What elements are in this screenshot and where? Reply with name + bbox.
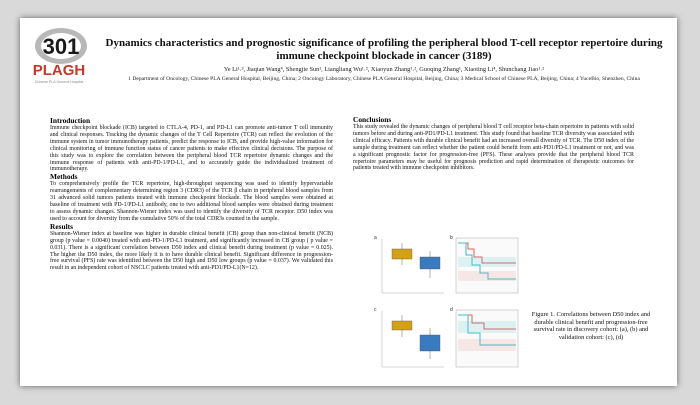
poster-title: Dynamics characteristics and prognostic significance of profiling the peripheral blood T-cell receptor repertoire during immune checkpoint blockade in cancer (3189) xyxy=(105,37,663,62)
panel-a-boxplot xyxy=(374,235,444,293)
panel-b-label: b xyxy=(450,235,453,241)
methods-text: To comprehensively profile the TCR repertoire, high-throughput sequencing was used to identify hypervariable rearrangements of complementary determining region 3 (CDR3) of the TCR β chain in peripheral blood samples from 31 advanced solid tumors patients treated with immune checkpoint blockade. The blood samples were obtained at baseline of treatment with PD-1/PD-L1 antibody, one to two additional blood samples were obtained during treatment to assess dynamic changes. Shannon-Wiener index was used to identify the diversity of TCR receptor. D50 index was used to account for diversity from the cumulative 50% of the total CDR3s counted in the sample. xyxy=(50,181,333,222)
box-cb-c xyxy=(392,321,412,330)
panel-c-label: c xyxy=(374,307,377,313)
panel-d-survival xyxy=(450,307,518,367)
logo-name: PLAGH xyxy=(32,62,86,79)
logo-subtitle: Chinese PLA General Hospital xyxy=(34,80,84,84)
panel-c-boxplot xyxy=(374,307,444,367)
methods-heading: Methods xyxy=(50,172,78,182)
introduction-heading: Introduction xyxy=(50,116,91,125)
poster xyxy=(20,18,677,386)
affiliations: 1 Department of Oncology, Chinese PLA General Hospital, Beijing, China; 2 Oncology Laboratory, Chinese PLA General Hospital, Beijing, China; 3 Medical School of Chinese PLA, Beijing, China; 4 YuceBio, Shenzhen, China xyxy=(128,76,640,82)
logo-number: 301 xyxy=(42,34,80,59)
conclusions-heading: Conclusions xyxy=(353,115,392,124)
right-column xyxy=(353,116,634,172)
conclusions-text: This study revealed the dynamic changes of peripheral blood T cell receptor beta-chain repertoire in patients with solid tumors before and during anti-PD1/PD-L1 treatment. This study found that baseline TCR diversity was associated with clinical efficacy. Patients with durable clinical benefit had an increased overall diversity of TCR. The D50 index of the sample during treatment can reflect whether the patient could benefit from anti-PD1/PD-L1 treatment or not, and was a significant prognostic factor for progression-free (PFS). These analyses provide that the peripheral blood TCR repertoire parameters may be useful for prognosis prediction and rapid determination of therapeutic outcomes for patients treated with immune checkpoint inhibitors. xyxy=(353,124,634,172)
panel-d-label: d xyxy=(450,307,453,313)
figure-caption: Figure 1. Correlations between D50 index and durable clinical benefit and progression-free survival rate in discovery cohort: (a), (b) and validation cohort: (c), (d) xyxy=(531,311,651,341)
results-text: Shannon-Wiener index at baseline was higher in durable clinical benefit (CB) group than non-clinical benefit (NCB) group (p value = 0.0040) treated with anti-PD-1/PD-L1 treatment, and significantly increased in CB group ( p value = 0.031). There is a significant correlation between D50 index and clinical benefit during treatment (p value = 0.025). The higher the D50 index, the more likely it is to have durable clinical benefit. Significant difference in progression-free survival (PFS) rate was identified between the D50 high and D50 low groups (p value = 0.037). We validated this result in an independent cohort of NSCLC patients treated with anti-PD1/PD-L1(N=12). xyxy=(50,230,333,272)
author-list: Ye Li¹˒³, Jiaqian Wang⁴, Shengjie Sun¹, Liangliang Wu¹˒², Xiaoyun Zhang¹˒², Guoqing Zhang¹, Xiaoting Li⁴, Shunchang Jiao¹˒² xyxy=(223,66,545,73)
panel-b-survival xyxy=(450,235,518,293)
box-ncb-a xyxy=(420,257,440,269)
box-cb-a xyxy=(392,249,412,259)
figure-panels xyxy=(372,233,522,373)
panel-a-label: a xyxy=(374,235,377,241)
box-ncb-c xyxy=(420,335,440,351)
results-heading: Results xyxy=(50,221,73,231)
logo-mark-icon xyxy=(35,28,87,64)
introduction-text: Immune checkpoint blockade (ICB) targeted to CTLA-4, PD-1, and PD-L1 can promote anti-tumor T cell immunity and clinical responses. Tracking the dynamic changes of the T Cell Repertoire (TCR) can reflect the evolution of the immune system in tumor immunotherapy patients, predict the response to ICB, and provide high-value information for clinical monitoring of immune function status of cancer patients to make effective clinical decisions. The purpose of this study was to explore the correlation between the peripheral blood TCR repertoire dynamic changes and the immune response of patients with anti-PD-1/PD-L1, and to accurately guide the individualized treatment of immunotherapy. xyxy=(50,125,333,173)
left-column xyxy=(50,117,333,272)
plagh-logo xyxy=(28,24,90,88)
